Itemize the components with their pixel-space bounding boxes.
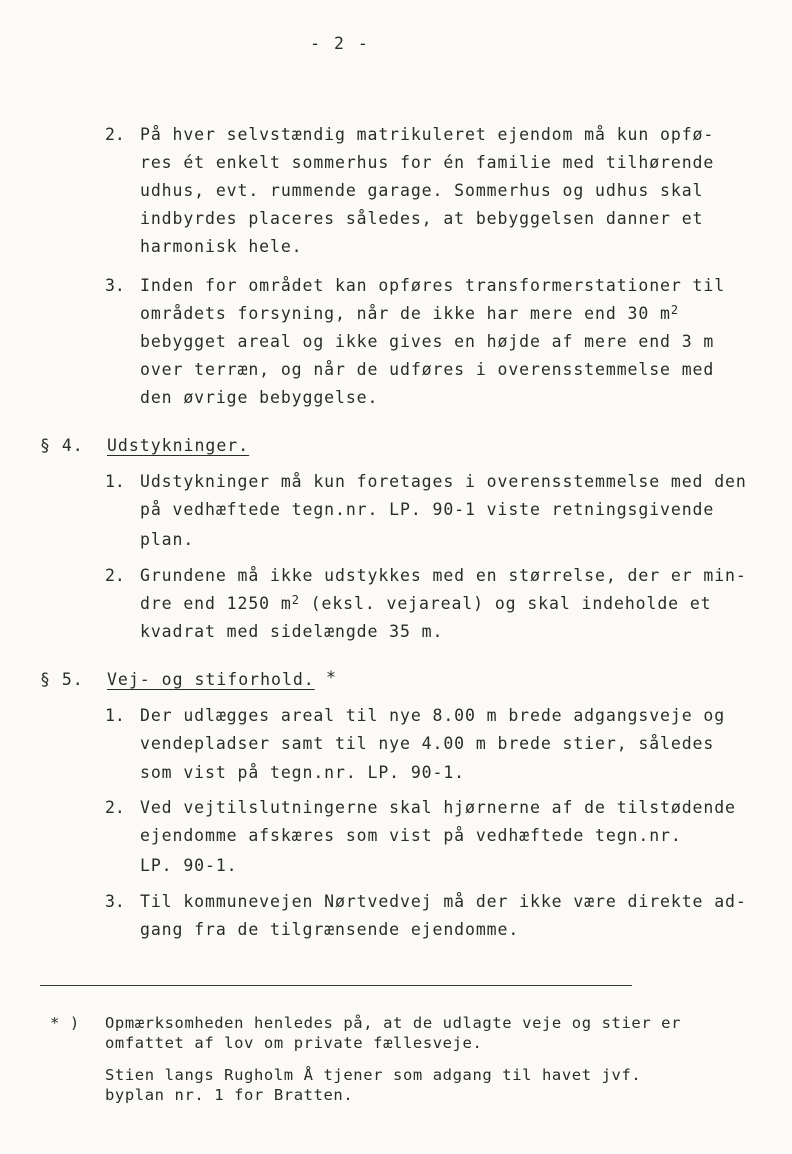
item-text-line: Der udlægges areal til nye 8.00 m brede adgangsveje og (140, 706, 726, 725)
item-text-line (140, 594, 712, 613)
item-number: 1. (105, 706, 125, 725)
item-number: 3. (105, 276, 125, 295)
item-text-fragment: dre end 1250 m (140, 594, 292, 613)
item-text-line: vendepladser samt til nye 4.00 m brede stier, således (140, 734, 715, 753)
item-number: 3. (105, 892, 125, 911)
item-text-fragment: områdets forsyning, når de ikke har mere end 30 m (140, 304, 671, 323)
item-text-line: res ét enkelt sommerhus for én familie med tilhørende (140, 153, 715, 172)
item-text-line: Inden for området kan opføres transformerstationer til (140, 276, 726, 295)
item-text-line: Grundene må ikke udstykkes med en størrelse, der er min- (140, 566, 747, 585)
item-number: 2. (105, 566, 125, 585)
item-text-line: harmonisk hele. (140, 237, 303, 256)
item-text-line (140, 304, 679, 323)
section-title: Udstykninger. (107, 436, 250, 455)
item-text-line: gang fra de tilgrænsende ejendomme. (140, 920, 520, 939)
footnote-mark: * ) (50, 1014, 80, 1032)
item-text-line: ejendomme afskæres som vist på vedhæftede tegn.nr. (140, 826, 682, 845)
item-text-line: Ved vejtilslutningerne skal hjørnerne af de tilstødende (140, 798, 736, 817)
item-text-line: plan. (140, 530, 195, 549)
item-text-line: På hver selvstændig matrikuleret ejendom må kun opfø- (140, 125, 715, 144)
section-title: Vej- og stiforhold. (107, 670, 315, 689)
item-number: 2. (105, 798, 125, 817)
item-text-line: Til kommunevejen Nørtvedvej må der ikke være direkte ad- (140, 892, 747, 911)
item-text-line: den øvrige bebyggelse. (140, 388, 379, 407)
item-text-line: over terræn, og når de udføres i overensstemmelse med (140, 360, 715, 379)
section-number: § 4. (40, 436, 84, 455)
item-text-line: udhus, evt. rummende garage. Sommerhus og udhus skal (140, 181, 704, 200)
item-text-line: LP. 90-1. (140, 856, 238, 875)
item-text-line: indbyrdes placeres således, at bebyggelsen danner et (140, 209, 704, 228)
section-number: § 5. (40, 670, 84, 689)
item-number: 2. (105, 125, 125, 144)
footnote-line: Opmærksomheden henledes på, at de udlagte veje og stier er (105, 1014, 682, 1032)
superscript: 2 (291, 593, 300, 607)
footnote-reference-mark: * (326, 668, 337, 687)
item-text-line: bebygget areal og ikke gives en højde af mere end 3 m (140, 332, 715, 351)
footnote-line: omfattet af lov om private fællesveje. (105, 1034, 483, 1052)
item-text-line: Udstykninger må kun foretages i overensstemmelse med den (140, 472, 747, 491)
item-text-line: på vedhæftede tegn.nr. LP. 90-1 viste retningsgivende (140, 500, 715, 519)
footnote-line: Stien langs Rugholm Å tjener som adgang til havet jvf. (105, 1066, 642, 1084)
item-text-line: kvadrat med sidelængde 35 m. (140, 622, 444, 641)
superscript: 2 (670, 303, 679, 317)
footnote-separator (40, 985, 632, 986)
item-text-line: som vist på tegn.nr. LP. 90-1. (140, 763, 466, 782)
page-number: - 2 - (310, 34, 370, 53)
item-number: 1. (105, 472, 125, 491)
item-text-fragment: (eksl. vejareal) og skal indeholde et (299, 594, 712, 613)
footnote-line: byplan nr. 1 for Bratten. (105, 1086, 354, 1104)
